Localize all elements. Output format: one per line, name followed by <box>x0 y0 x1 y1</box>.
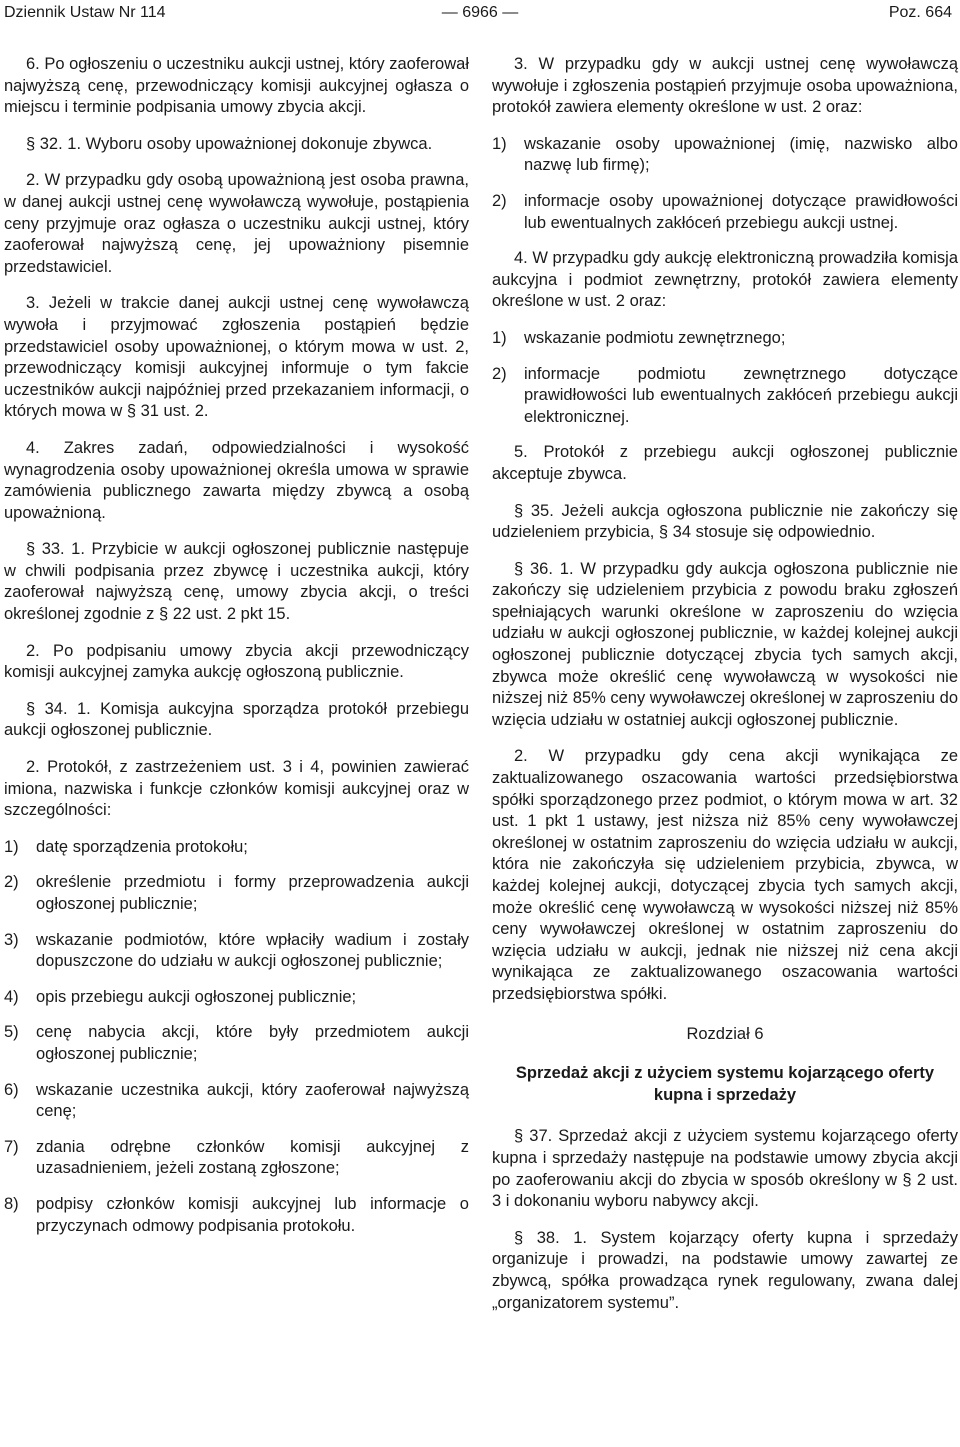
list-number: 7) <box>4 1137 19 1156</box>
list-text: informacje osoby upoważnionej dotyczące prawidłowości lub ewentualnych zakłóceń przebiegu aukcji ustnej. <box>524 191 958 232</box>
page-number: — 6966 — <box>441 4 519 21</box>
list-text: wskazanie uczestnika aukcji, który zaoferował najwyższą cenę; <box>36 1080 469 1121</box>
left-column <box>4 54 469 1251</box>
list-item <box>4 1022 469 1065</box>
paragraph: 2. Po podpisaniu umowy zbycia akcji przewodniczący komisji aukcyjnej zamyka aukcję ogłoszoną publicznie. <box>4 641 469 682</box>
paragraph: 3. Jeżeli w trakcie danej aukcji ustnej cenę wywoławczą wywoła i przyjmować zgłoszenia postąpień będzie przedstawiciel osoby upoważnionej, o którym mowa w ust. 2, przewodniczący komisji aukcyjnej informuje o tym fakcie uczestników aukcji najpóźniej przed przekazaniem informacji, o których mowa w § 31 ust. 2. <box>4 294 469 421</box>
list-item <box>492 134 958 177</box>
list-number: 1) <box>492 134 507 153</box>
paragraph: 6. Po ogłoszeniu o uczestniku aukcji ustnej, który zaoferował najwyższą cenę, przewodniczący komisji aukcyjnej ogłasza o miejscu i terminie podpisania umowy zbycia akcji. <box>4 55 469 117</box>
list-number: 6) <box>4 1080 19 1099</box>
list-number: 2) <box>492 364 507 383</box>
list-number: 2) <box>492 191 507 210</box>
position-number: Poz. 664 <box>888 4 952 21</box>
list-number: 1) <box>4 837 19 856</box>
chapter-title: Sprzedaż akcji z użyciem systemu kojarzącego oferty kupna i sprzedaży <box>515 1064 935 1104</box>
paragraph: § 38. 1. System kojarzący oferty kupna i sprzedaży organizuje i prowadzi, na podstawie umowy zawartej ze zbywcą, spółka prowadząca rynek regulowany, zwana dalej „organizatorem systemu”. <box>492 1228 958 1312</box>
journal-title: Dziennik Ustaw Nr 114 <box>4 4 166 21</box>
list-item <box>492 328 958 350</box>
chapter-number: Rozdział 6 <box>686 1024 764 1043</box>
list-item <box>4 1194 469 1237</box>
paragraph: 3. W przypadku gdy w aukcji ustnej cenę wywoławczą wywołuje i zgłoszenia postąpień przyjmuje osoba upoważniona, protokół zawiera elementy określone w ust. 2 oraz: <box>492 55 958 117</box>
list-text: datę sporządzenia protokołu; <box>36 837 248 856</box>
list-number: 5) <box>4 1023 19 1042</box>
list-item <box>4 872 469 915</box>
paragraph: 5. Protokół z przebiegu aukcji ogłoszonej publicznie akceptuje zbywca. <box>492 443 958 483</box>
list-item <box>492 364 958 429</box>
paragraph: 4. W przypadku gdy aukcję elektroniczną prowadziła komisja aukcyjna i podmiot zewnętrzny, protokół zawiera elementy określone w ust. 2 oraz: <box>492 249 958 311</box>
list-number: 3) <box>4 930 19 949</box>
paragraph: 4. Zakres zadań, odpowiedzialności i wysokość wynagrodzenia osoby upoważnionej określa umowa w sprawie zamówienia publicznego zawarta między zbywcą a osobą upoważnioną. <box>4 438 469 522</box>
paragraph: § 33. 1. Przybicie w aukcji ogłoszonej publicznie następuje w chwili podpisania przez zbywcę i uczestnika aukcji, który zaoferował najwyższą cenę, umowy zbycia akcji, o treści określonej zgodnie z § 22 ust. 2 pkt 15. <box>4 540 469 624</box>
list-item <box>4 837 469 859</box>
list-text: opis przebiegu aukcji ogłoszonej publicznie; <box>36 987 357 1006</box>
paragraph: § 34. 1. Komisja aukcyjna sporządza protokół przebiegu aukcji ogłoszonej publicznie. <box>4 699 469 740</box>
list-number: 2) <box>4 873 19 892</box>
list-item <box>4 1137 469 1180</box>
paragraph: 2. W przypadku gdy osobą upoważnioną jest osoba prawna, w danej aukcji ustnej cenę wywoławczą wywołuje, postąpienia ceny przyjmuje oraz ogłasza o uczestniku aukcji ustnej, który zaoferował najwyższą cenę, jej upoważniony pisemnie przedstawiciel. <box>4 171 469 276</box>
page-header <box>0 0 960 28</box>
list-text: określenie przedmiotu i formy przeprowadzenia aukcji ogłoszonej publicznie; <box>36 873 469 913</box>
list-item <box>4 1080 469 1123</box>
list-item <box>492 191 958 234</box>
list-text: zdania odrębne członków komisji aukcyjnej z uzasadnieniem, jeżeli zostaną zgłoszone; <box>36 1137 469 1178</box>
paragraph: § 37. Sprzedaż akcji z użyciem systemu kojarzącego oferty kupna i sprzedaży następuje na podstawie umowy zbycia akcji po zaoferowaniu akcji do zbycia w sposób określony w § 2 ust. 3 i dokonaniu wyboru nabywcy akcji. <box>492 1127 958 1211</box>
list-number: 8) <box>4 1194 19 1213</box>
list-text: wskazanie podmiotów, które wpłaciły wadium i zostały dopuszczone do udziału w aukcji ogłoszonej publicznie; <box>36 930 469 971</box>
list-item <box>4 987 469 1009</box>
paragraph: § 32. 1. Wyboru osoby upoważnionej dokonuje zbywca. <box>26 134 433 153</box>
list-text: cenę nabycia akcji, które były przedmiotem aukcji ogłoszonej publicznie; <box>36 1023 469 1063</box>
list-text: wskazanie podmiotu zewnętrznego; <box>524 328 786 347</box>
list-item <box>4 930 469 973</box>
paragraph: 2. Protokół, z zastrzeżeniem ust. 3 i 4, powinien zawierać imiona, nazwiska i funkcje członków komisji aukcyjnej oraz w szczególności: <box>4 758 469 820</box>
list-text: podpisy członków komisji aukcyjnej lub informacje o przyczynach odmowy podpisania protokołu. <box>36 1194 469 1235</box>
paragraph: 2. W przypadku gdy cena akcji wynikająca ze zaktualizowanego oszacowania wartości przedsiębiorstwa spółki sporządzonego przez podmiot, o którym mowa w art. 32 ust. 1 pkt 1 ustawy, jest niższa niż 85% ceny wywoławczej określonej w ostatnim zaproszeniu do wzięcia udziału w aukcji, która nie zakończyła się udzieleniem przybicia, zbywca, w każdej kolejnej aukcji, dotyczącej zbycia tych samych akcji, może określić cenę wywoławczą w wysokości niższej niż 85% ceny wywoławczej określonej w ostatnim zaproszeniu do wzięcia udziału w aukcji, jednak nie niższej niż cena akcji wynikająca ze zaktualizowanego oszacowania wartości przedsiębiorstwa spółki. <box>492 747 958 1003</box>
right-column <box>492 54 958 1329</box>
paragraph: § 36. 1. W przypadku gdy aukcja ogłoszona publicznie nie zakończy się udzieleniem przybicia z powodu braku zgłoszeń spełniających warunki określone w zaproszeniu do wzięcia udziału w aukcji ogłoszonej publicznie, w każdej kolejnej aukcji ogłoszonej publicznie dotyczącej zbycia tych samych akcji, zbywca może określić cenę wywoławczą w wysokości nie niższej niż 85% ceny wywoławczej określonej w zaproszeniu do wzięcia udziału w ostatniej aukcji ogłoszonej publicznie. <box>492 559 958 729</box>
list-text: informacje podmiotu zewnętrznego dotyczące prawidłowości lub ewentualnych zakłóceń przebiegu aukcji elektronicznej. <box>524 364 958 426</box>
paragraph: § 35. Jeżeli aukcja ogłoszona publicznie nie zakończy się udzieleniem przybicia, § 34 stosuje się odpowiednio. <box>492 501 958 542</box>
list-number: 1) <box>492 328 507 347</box>
list-number: 4) <box>4 987 19 1006</box>
list-text: wskazanie osoby upoważnionej (imię, nazwisko albo nazwę lub firmę); <box>524 134 958 175</box>
